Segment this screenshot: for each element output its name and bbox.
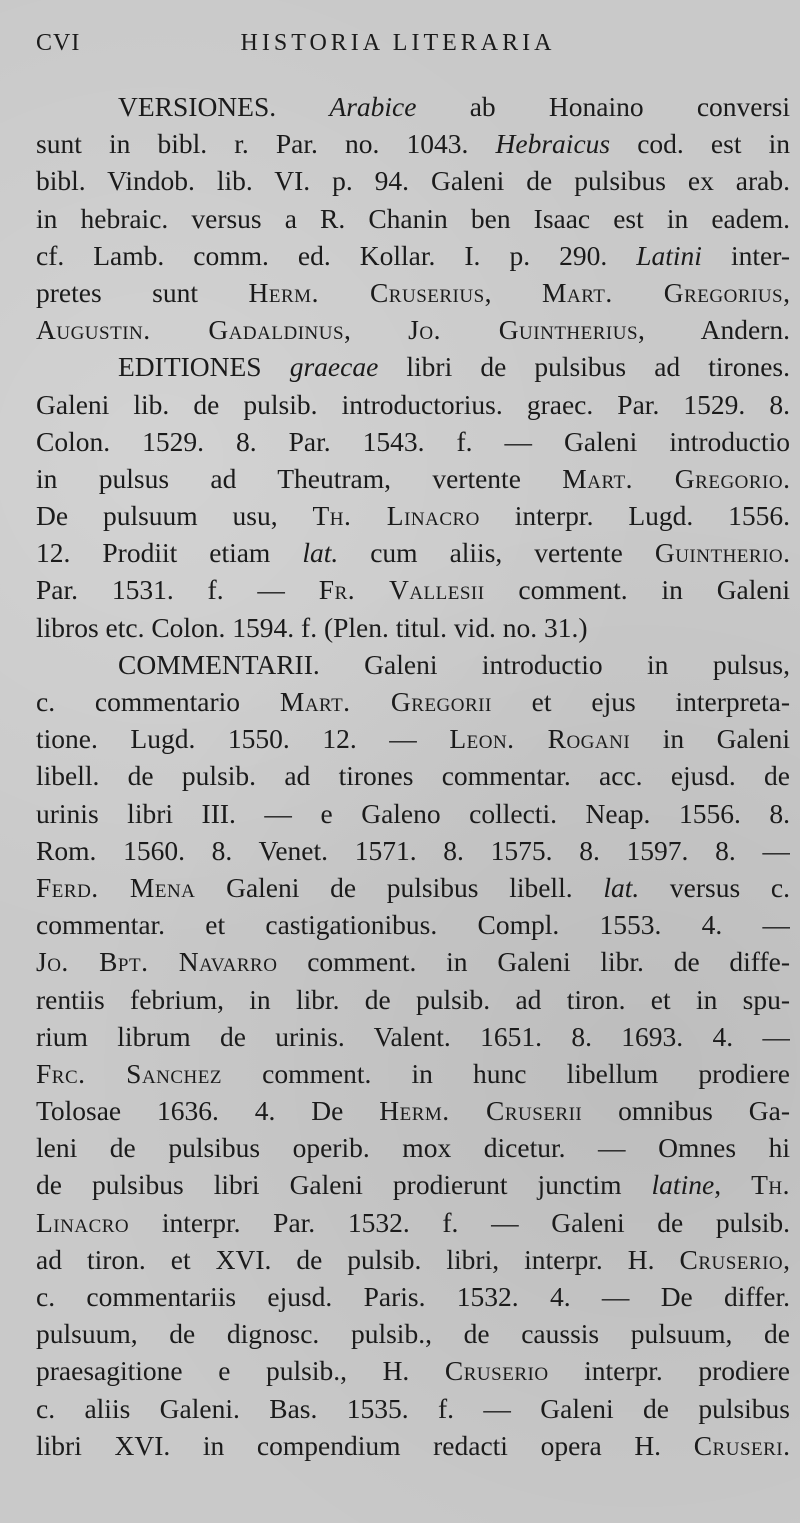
text-line — [36, 571, 790, 608]
text-segment: c. aliis Galeni. Bas. 1535. f. — Galeni de pulsibus — [36, 1392, 790, 1424]
text-segment: libros etc. Colon. 1594. f. (Plen. titul. vid. no. 31.) — [36, 611, 588, 643]
text-segment: De pulsuum usu, — [36, 500, 313, 532]
text-segment: libri XVI. in compendium redacti opera H. — [36, 1429, 694, 1461]
text-line — [36, 200, 790, 237]
text-line — [36, 88, 790, 125]
text-line — [36, 1427, 790, 1464]
text-line — [36, 1018, 790, 1055]
author-name: Mart. Gregorio — [562, 462, 784, 494]
text-line — [36, 757, 790, 794]
text-line — [36, 534, 790, 571]
text-line — [36, 943, 790, 980]
author-name: Ferd. Mena — [36, 871, 196, 903]
author-name: Herm. Cruserii — [379, 1095, 583, 1127]
author-name: Leon. Rogani — [449, 723, 631, 755]
text-segment: praesagitione e pulsib., H. — [36, 1355, 445, 1387]
text-segment: . — [783, 537, 790, 569]
text-line — [36, 1166, 790, 1203]
author-name: Cruserio — [679, 1243, 784, 1275]
text-line — [36, 1092, 790, 1129]
author-name: Fr. Vallesii — [318, 574, 485, 606]
author-name: Th. Linacro — [312, 500, 480, 532]
text-segment: de pulsibus libri Galeni prodierunt junctim — [36, 1169, 652, 1201]
text-segment: urinis libri III. — e Galeno collecti. Neap. 1556. 8. — [36, 797, 790, 829]
text-segment: cod. est in — [610, 128, 790, 160]
text-segment: interpr. Par. 1532. f. — Galeni de pulsib. — [129, 1206, 790, 1238]
text-segment: tione. Lugd. 1550. 12. — — [36, 723, 450, 755]
text-segment: inter- — [701, 239, 790, 271]
text-segment: EDITIONES — [118, 351, 290, 383]
text-line — [36, 795, 790, 832]
text-segment: Colon. 1529. 8. Par. 1543. f. — Galeni introductio — [36, 425, 790, 457]
text-segment: rentiis febrium, in libr. de pulsib. ad tiron. et in spu- — [36, 983, 790, 1015]
text-segment: . — [783, 1429, 790, 1461]
text-line — [36, 162, 790, 199]
text-segment: , Andern. — [638, 314, 790, 346]
text-line — [36, 125, 790, 162]
text-segment: . — [783, 462, 790, 494]
text-segment: comment. in Galeni — [484, 574, 790, 606]
text-line — [36, 832, 790, 869]
text-line — [36, 1278, 790, 1315]
text-segment: bibl. Vindob. lib. VI. p. 94. Galeni de pulsibus ex arab. — [36, 165, 790, 197]
italic-term: lat. — [603, 871, 640, 903]
text-segment: versus c. — [639, 871, 790, 903]
page-number: CVI — [36, 30, 81, 56]
text-segment: COMMENTARII. Galeni introductio in pulsus, — [118, 648, 790, 680]
author-name: Augustin. Gadaldinus — [36, 314, 345, 346]
italic-term: graecae — [289, 351, 379, 383]
author-name: Frc. Sanchez — [36, 1057, 222, 1089]
text-segment: , — [344, 314, 409, 346]
italic-term: latine — [651, 1169, 715, 1201]
text-line — [36, 348, 790, 385]
text-line — [36, 869, 790, 906]
text-segment: sunt in bibl. r. Par. no. 1043. — [36, 128, 496, 160]
text-line — [36, 423, 790, 460]
author-name: Guintherio — [654, 537, 784, 569]
text-segment: in hebraic. versus a R. Chanin ben Isaac est in eadem. — [36, 202, 790, 234]
text-segment: , — [783, 1243, 790, 1275]
text-segment: , — [783, 276, 790, 308]
author-name: Mart. Gregorius — [542, 276, 784, 308]
text-segment: , — [714, 1169, 752, 1201]
text-segment: 12. Prodiit etiam — [36, 537, 303, 569]
text-line — [36, 683, 790, 720]
text-line — [36, 237, 790, 274]
text-segment: et ejus interpreta- — [491, 686, 790, 717]
text-segment: omnibus Ga- — [582, 1095, 790, 1127]
text-segment: Galeni de pulsibus libell. — [195, 871, 604, 903]
text-line — [36, 609, 790, 646]
text-segment: comment. in hunc libellum prodiere — [222, 1057, 790, 1089]
text-segment: interpr. Lugd. 1556. — [479, 500, 790, 532]
text-line — [36, 1315, 790, 1352]
text-segment: cf. Lamb. comm. ed. Kollar. I. p. 290. — [36, 239, 637, 271]
text-segment: Par. 1531. f. — — [36, 574, 319, 606]
text-segment: pulsuum, de dignosc. pulsib., de caussis pulsuum, de — [36, 1318, 790, 1350]
text-segment: in pulsus ad Theutram, vertente — [36, 462, 563, 494]
text-segment: Rom. 1560. 8. Venet. 1571. 8. 1575. 8. 1597. 8. — — [36, 834, 790, 866]
text-segment: libell. de pulsib. ad tirones commentar. acc. ejusd. de — [36, 760, 790, 792]
text-line — [36, 906, 790, 943]
text-segment: pretes sunt — [36, 276, 249, 308]
italic-term: Latini — [636, 239, 702, 271]
text-segment: leni de pulsibus operib. mox dicetur. — Omnes hi — [36, 1132, 790, 1164]
text-line — [36, 1352, 790, 1389]
author-name: Jo. Guintherius — [408, 314, 639, 346]
text-line — [36, 720, 790, 757]
author-name: Mart. Gregorii — [279, 686, 492, 717]
running-title: HISTORIA LITERARIA — [240, 30, 556, 56]
text-segment: ad tiron. et XVI. de pulsib. libri, interpr. H. — [36, 1243, 680, 1275]
text-line — [36, 274, 790, 311]
text-segment: VERSIONES. — [118, 91, 330, 122]
text-line — [36, 981, 790, 1018]
page-body — [36, 88, 790, 1464]
text-line — [36, 1204, 790, 1241]
author-name: Cruserio — [444, 1355, 549, 1387]
text-line — [36, 1055, 790, 1092]
text-segment: , — [484, 276, 543, 308]
text-line — [36, 386, 790, 423]
text-segment: c. commentariis ejusd. Paris. 1532. 4. — De differ. — [36, 1281, 790, 1312]
italic-term: Arabice — [329, 91, 417, 122]
text-segment: c. commentario — [36, 686, 280, 717]
italic-term: lat. — [302, 537, 339, 569]
text-segment: ab Honaino conversi — [416, 91, 790, 122]
italic-term: Hebraicus — [495, 128, 611, 160]
text-segment: interpr. prodiere — [548, 1355, 790, 1387]
author-name: Jo. Bpt. Navarro — [36, 946, 278, 978]
page-header — [36, 30, 790, 70]
text-line — [36, 646, 790, 683]
text-segment: libri de pulsibus ad tirones. — [378, 351, 790, 383]
text-segment: Galeni lib. de pulsib. introductorius. graec. Par. 1529. 8. — [36, 388, 790, 420]
author-name: Herm. Cruserius — [248, 276, 485, 308]
text-line — [36, 311, 790, 348]
text-segment: rium librum de urinis. Valent. 1651. 8. 1693. 4. — — [36, 1020, 790, 1052]
text-segment: Tolosae 1636. 4. De — [36, 1095, 380, 1127]
author-name: Linacro — [36, 1206, 130, 1238]
text-line — [36, 460, 790, 497]
text-segment: cum aliis, vertente — [338, 537, 655, 569]
text-segment: comment. in Galeni libr. de diffe- — [277, 946, 790, 978]
text-line — [36, 1390, 790, 1427]
author-name: Th. — [751, 1169, 790, 1201]
text-segment: in Galeni — [630, 723, 790, 755]
text-line — [36, 497, 790, 534]
author-name: Cruseri — [693, 1429, 784, 1461]
text-line — [36, 1241, 790, 1278]
text-segment: commentar. et castigationibus. Compl. 1553. 4. — — [36, 909, 790, 941]
text-line — [36, 1129, 790, 1166]
